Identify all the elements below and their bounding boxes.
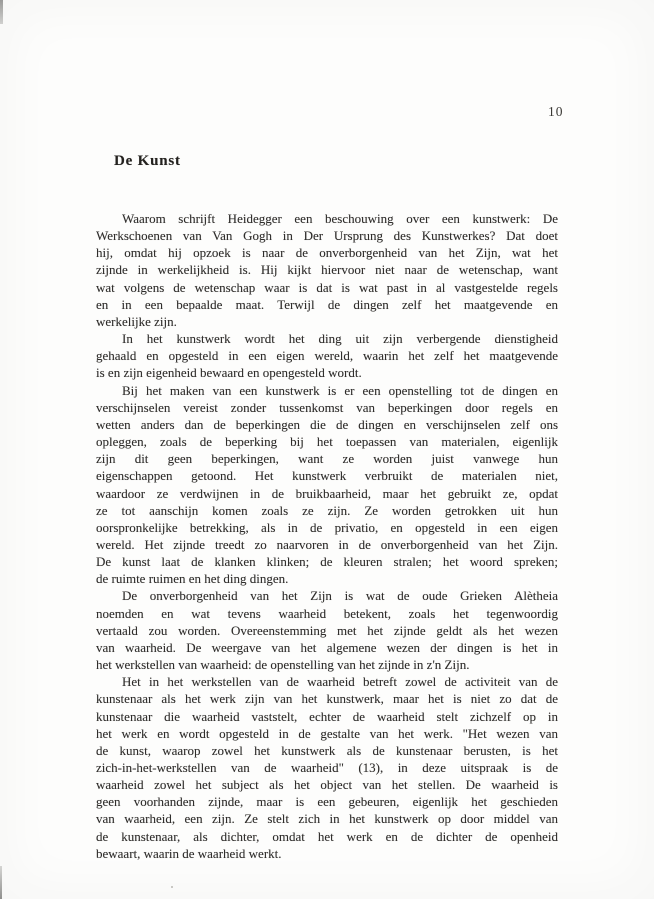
text-line: waarheid zowel het subject als het object van het stellen. De waarheid is (96, 777, 558, 793)
text-line: zijn dit geen beperkingen, want ze worden juist vanwege hun (96, 451, 558, 467)
text-line: het werkstellen van waarheid: de openstelling van het zijnde in z'n Zijn. (96, 657, 470, 673)
text-line: De onverborgenheid van het Zijn is wat de oude Grieken Alètheia (122, 588, 558, 604)
text-line: Werkschoenen van Van Gogh in Der Ursprung des Kunstwerkes? Dat doet (96, 228, 558, 244)
text-line: zijnde in werkelijkheid is. Hij kijkt hiervoor niet naar de wetenschap, want (96, 262, 558, 278)
text-line: kunstenaar die waarheid vaststelt, echter de waarheid stelt zichzelf op in (96, 708, 558, 724)
text-line: Het in het werkstellen van de waarheid betreft zowel de activiteit van de (122, 674, 558, 690)
text-line: wereld. Het zijnde treedt zo naarvoren in de onverborgenheid van het Zijn. (96, 536, 558, 552)
text-line: eigenschappen getoond. Het kunstwerk verbruikt de materialen niet, (96, 468, 558, 484)
text-line: de kunstenaar, als dichter, omdat het werk en de dichter de openheid (96, 828, 558, 844)
text-line: kunstenaar als het werk zijn van het kunstwerk, maar het is niet zo dat de (96, 691, 558, 707)
text-line: geen voorhanden zijnde, maar is een gebeuren, eigenlijk het geschieden (96, 794, 558, 810)
text-line: de ruimte ruimen en het ding dingen. (96, 571, 289, 587)
text-line: De kunst laat de klanken klinken; de kleuren stralen; het woord spreken; (96, 554, 558, 570)
scan-artifact-top-left (0, 0, 3, 24)
text-line: gehaald en opgesteld in een eigen wereld, waarin het zelf het maatgevende (96, 348, 558, 364)
text-line: bewaart, waarin de waarheid werkt. (96, 845, 282, 861)
text-line: het werk en wordt opgesteld in de gestalte van het werk. "Het wezen van (96, 725, 558, 741)
text-line: Waarom schrijft Heidegger een beschouwing over een kunstwerk: De (122, 211, 558, 226)
text-line: vertaald zou worden. Overeenstemming met het zijnde geldt als het wezen (96, 622, 558, 638)
text-line: oorspronkelijke betrekking, als in de privatio, en opgesteld in een eigen (96, 519, 558, 535)
paragraph (96, 587, 558, 673)
text-line: en in een bepaalde maat. Terwijl de dingen zelf het maatgevende en (96, 296, 558, 312)
text-line: van waarheid, een zijn. Ze stelt zich in het kunstwerk op door middel van (96, 811, 558, 827)
scan-speck (171, 886, 173, 888)
text-line: van waarheid. De weergave van het algemene wezen der dingen is het in (96, 639, 558, 655)
paragraph (96, 210, 558, 330)
text-line: zich-in-het-werkstellen van de waarheid" (13), in deze uitspraak is de (96, 760, 558, 775)
page-number: 10 (548, 104, 564, 119)
text-line: ze tot aanschijn komen zoals ze zijn. Ze worden getrokken uit hun (96, 502, 558, 518)
scan-artifact-bottom-left (0, 866, 2, 899)
paragraph (96, 382, 558, 588)
section-heading: De Kunst (114, 153, 181, 169)
text-line: de kunst, waarop zowel het kunstwerk als de kunstenaar berusten, is het (96, 742, 558, 758)
text-line: Bij het maken van een kunstwerk is er een openstelling tot de dingen en (122, 382, 558, 398)
text-line: verschijnselen vereist zonder tussenkomst van beperkingen door regels en (96, 399, 558, 415)
text-line: waardoor ze verdwijnen in de bruikbaarheid, maar het gebruikt ze, opdat (96, 485, 558, 501)
text-line: wat volgens de wetenschap waar is dat is wat past in al vastgestelde regels (96, 279, 558, 295)
body-text (96, 210, 558, 862)
text-line: hij, omdat hij opzoek is naar de onverborgenheid van het Zijn, wat het (96, 245, 558, 261)
text-line: noemden en wat tevens waarheid betekent, zoals het tegenwoordig (96, 605, 558, 621)
text-line: is en zijn eigenheid bewaard en opengesteld wordt. (96, 365, 362, 381)
text-line: werkelijke zijn. (96, 313, 177, 329)
text-line: opleggen, zoals de beperking bij het toepassen van materialen, eigenlijk (96, 434, 558, 450)
text-line: wetten anders dan de beperkingen die de dingen en verschijnselen zelf ons (96, 416, 558, 432)
text-line: In het kunstwerk wordt het ding uit zijn verbergende dienstigheid (122, 331, 558, 347)
paragraph (96, 673, 558, 862)
paragraph (96, 330, 558, 381)
